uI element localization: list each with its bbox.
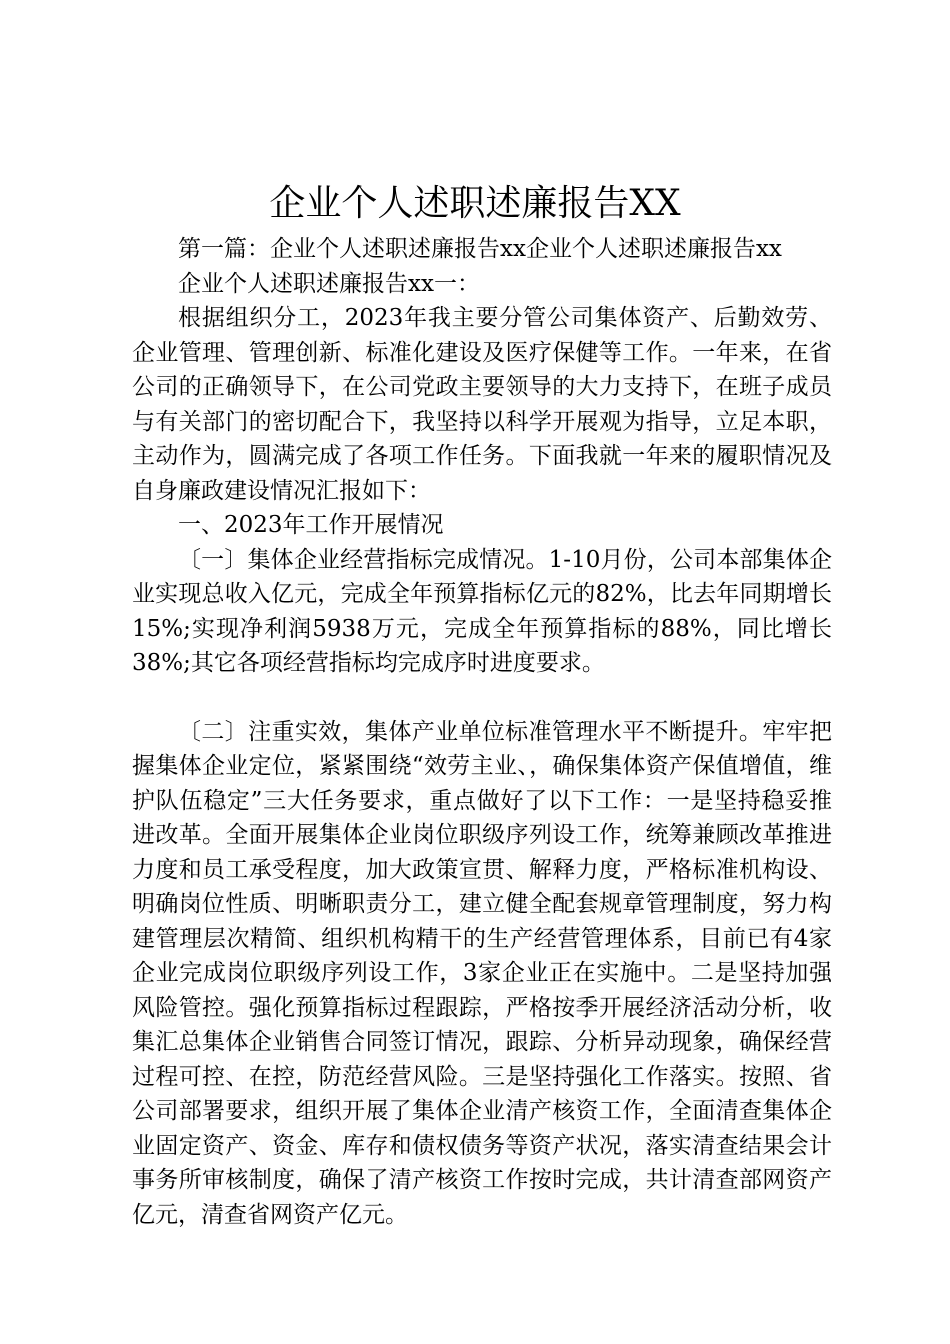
paragraph-section-heading: 一、2023年工作开展情况 bbox=[178, 512, 444, 538]
paragraph-management: 〔二〕注重实效，集体产业单位标准管理水平不断提升。牢牢把握集体企业定位，紧紧围绕“效劳主业、，确保集体资产保值增值，维护队伍稳定”三大任务要求，重点做好了以下工作：一是坚持稳妥推进改革。全面开展集体企业岗位职级序列设工作，统筹兼顾改革推进力度和员工承受程度，加大政策宣贯、解释力度，严格标准机构设、明确岗位性质、明晰职责分工，建立健全配套规章管理制度，努力构建管理层次精简、组织机构精干的生产经营管理体系，目前已有4家企业完成岗位职级序列设工作，3家企业正在实施中。二是坚持加强风险管控。强化预算指标过程跟踪，严格按季开展经济活动分析，收集汇总集体企业销售合同签订情况，跟踪、分析异动现象，确保经营过程可控、在控，防范经营风险。三是坚持强化工作落实。按照、省公司部署要求，组织开展了集体企业清产核资工作，全面清查集体企业固定资产、资金、库存和债权债务等资产状况，落实清查结果会计事务所审核制度，确保了清产核资工作按时完成，共计清查部网资产亿元，清查省网资产亿元。 bbox=[132, 718, 832, 1228]
paragraph-indicators: 〔一〕集体企业经营指标完成情况。1-10月份，公司本部集体企业实现总收入亿元，完成全年预算指标亿元的82%，比去年同期增长15%;实现净利润5938万元，完成全年预算指标的88%，同比增长38%;其它各项经营指标均完成序时进度要求。 bbox=[132, 546, 832, 676]
paragraph-chapter-heading: 第一篇：企业个人述职述廉报告xx企业个人述职述廉报告xx bbox=[178, 236, 782, 262]
paragraph-report-heading: 企业个人述职述廉报告xx一： bbox=[178, 270, 480, 297]
document-title: 企业个人述职述廉报告XX bbox=[269, 183, 681, 224]
paragraph-intro: 根据组织分工，2023年我主要分管公司集体资产、后勤效劳、企业管理、管理创新、标准化建设及医疗保健等工作。一年来，在省公司的正确领导下，在公司党政主要领导的大力支持下，在班子成员与有关部门的密切配合下，我坚持以科学开展观为指导，立足本职，主动作为，圆满完成了各项工作任务。下面我就一年来的履职情况及自身廉政建设情况汇报如下： bbox=[132, 305, 832, 504]
document-body bbox=[132, 232, 832, 1232]
